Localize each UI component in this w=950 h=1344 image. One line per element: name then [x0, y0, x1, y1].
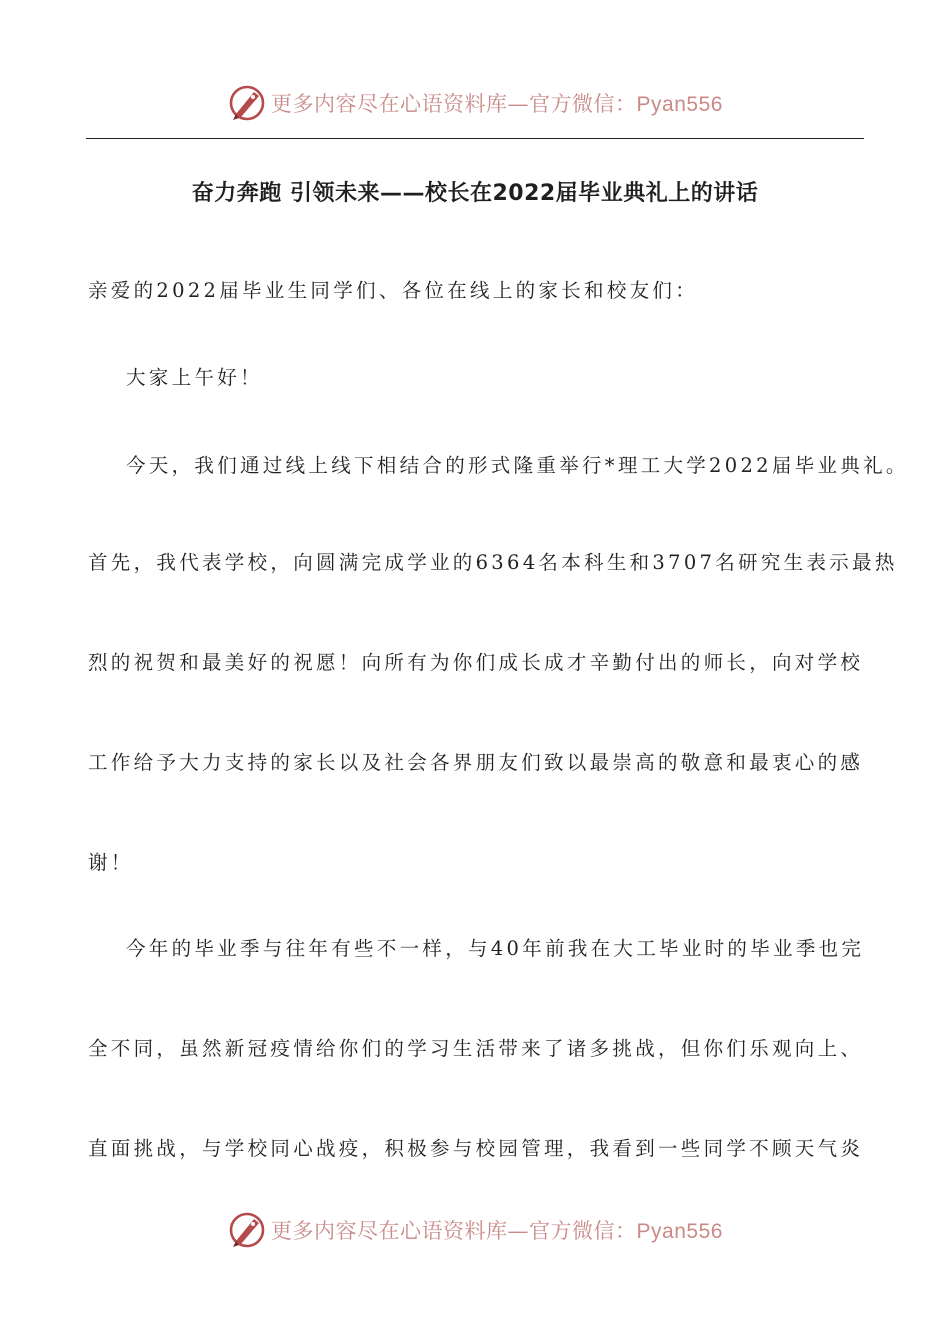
- paragraph-line: 直面挑战，与学校同心战疫，积极参与校园管理，我看到一些同学不顾天气炎: [88, 1137, 864, 1160]
- greeting-line: 大家上午好！: [126, 366, 263, 389]
- paragraph-line: 烈的祝贺和最美好的祝愿！向所有为你们成长成才辛勤付出的师长，向对学校: [88, 651, 864, 674]
- footer-text: 更多内容尽在心语资料库—官方微信：Pyan556: [271, 1219, 723, 1243]
- footer-banner: [0, 1207, 950, 1253]
- header-text: 更多内容尽在心语资料库—官方微信：Pyan556: [271, 92, 723, 116]
- pen-nib-logo-icon: [227, 1210, 267, 1250]
- header-divider: [86, 138, 864, 139]
- paragraph-line: 今年的毕业季与往年有些不一样，与40年前我在大工毕业时的毕业季也完: [126, 937, 865, 960]
- pen-nib-logo-icon: [227, 83, 267, 123]
- header-banner: [0, 80, 950, 126]
- paragraph-line: 首先，我代表学校，向圆满完成学业的6364名本科生和3707名研究生表示最热: [88, 551, 898, 574]
- paragraph-line: 工作给予大力支持的家长以及社会各界朋友们致以最崇高的敬意和最衷心的感: [88, 751, 864, 774]
- paragraph-line: 谢！: [88, 851, 134, 874]
- paragraph-line: 今天，我们通过线上线下相结合的形式隆重举行*理工大学2022届毕业典礼。: [126, 454, 909, 477]
- salutation-line: 亲爱的2022届毕业生同学们、各位在线上的家长和校友们：: [88, 279, 699, 302]
- paragraph-line: 全不同，虽然新冠疫情给你们的学习生活带来了诸多挑战，但你们乐观向上、: [88, 1037, 864, 1060]
- document-title: 奋力奔跑 引领未来——校长在2022届毕业典礼上的讲话: [191, 181, 759, 206]
